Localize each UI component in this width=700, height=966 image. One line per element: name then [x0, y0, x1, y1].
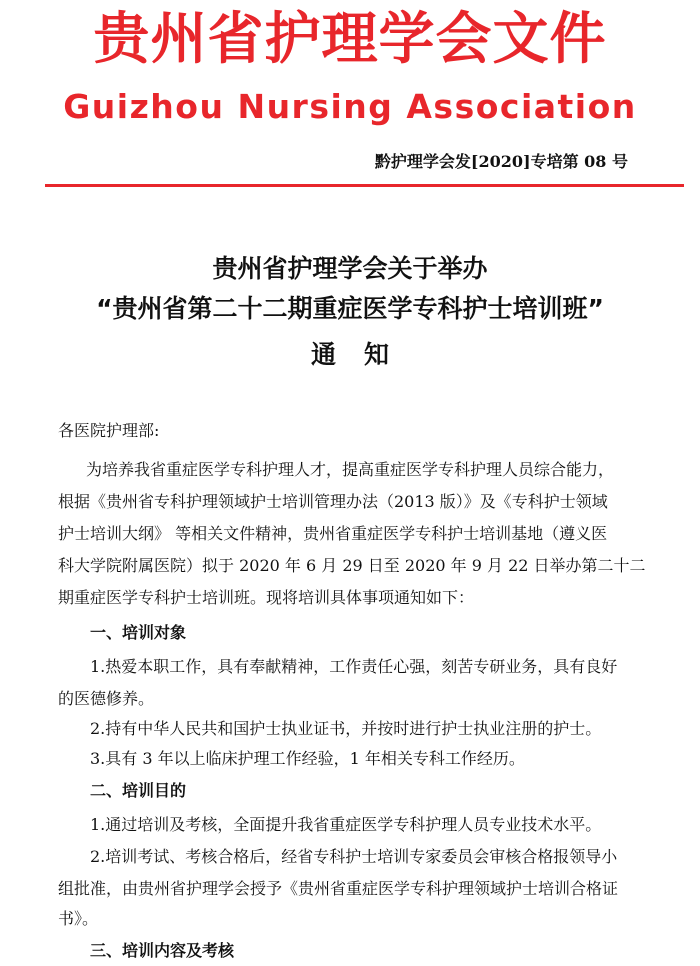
section2-item2-line: 组批准，由贵州省护理学会授予《贵州省重症医学专科护理领域护士培训合格证 — [58, 879, 619, 898]
section1-item1-line: 的医德修养。 — [58, 689, 155, 708]
notice-title-line-3: 通知 — [310, 340, 417, 369]
section1-item2: 2.持有中华人民共和国护士执业证书，并按时进行护士执业注册的护士。 — [90, 719, 602, 738]
org-title: 贵州省护理学会文件 — [93, 7, 607, 72]
section-heading-3: 三、培训内容及考核 — [90, 941, 235, 960]
section-heading-2: 二、培训目的 — [90, 781, 187, 800]
document-number: 黔护理学会发[2020]专培第 08 号 — [374, 152, 628, 171]
org-title-english: Guizhou Nursing Association — [63, 87, 637, 126]
section2-item2-line: 2.培训考试、考核合格后，经省专科护士培训专家委员会审核合格报领导小 — [90, 847, 618, 866]
notice-title-line-2: “贵州省第二十二期重症医学专科护士培训班” — [96, 294, 604, 323]
red-divider-line — [45, 184, 684, 187]
section2-item2-line: 书》。 — [58, 909, 99, 928]
intro-line: 护士培训大纲》 等相关文件精神，贵州省重症医学专科护士培训基地（遵义医 — [58, 524, 608, 543]
intro-line: 期重症医学专科护士培训班。现将培训具体事项通知如下： — [58, 588, 475, 607]
intro-line: 根据《贵州省专科护理领域护士培训管理办法（2013 版）》及《专科护士领域 — [58, 492, 608, 511]
intro-line: 科大学院附属医院）拟于 2020 年 6 月 29 日至 2020 年 9 月 22 日举办第二十二 — [58, 556, 646, 575]
section1-item1-line: 1.热爱本职工作，具有奉献精神，工作责任心强，刻苦专研业务，具有良好 — [90, 657, 618, 676]
intro-line: 为培养我省重症医学专科护理人才，提高重症医学专科护理人员综合能力， — [86, 460, 615, 479]
section1-item3: 3.具有 3 年以上临床护理工作经验，1 年相关专科工作经历。 — [90, 749, 525, 768]
salutation: 各医院护理部: — [58, 421, 160, 440]
section-heading-1: 一、培训对象 — [90, 623, 187, 642]
section2-item1: 1.通过培训及考核，全面提升我省重症医学专科护理人员专业技术水平。 — [90, 815, 602, 834]
notice-title-line-1: 贵州省护理学会关于举办 — [212, 254, 488, 283]
